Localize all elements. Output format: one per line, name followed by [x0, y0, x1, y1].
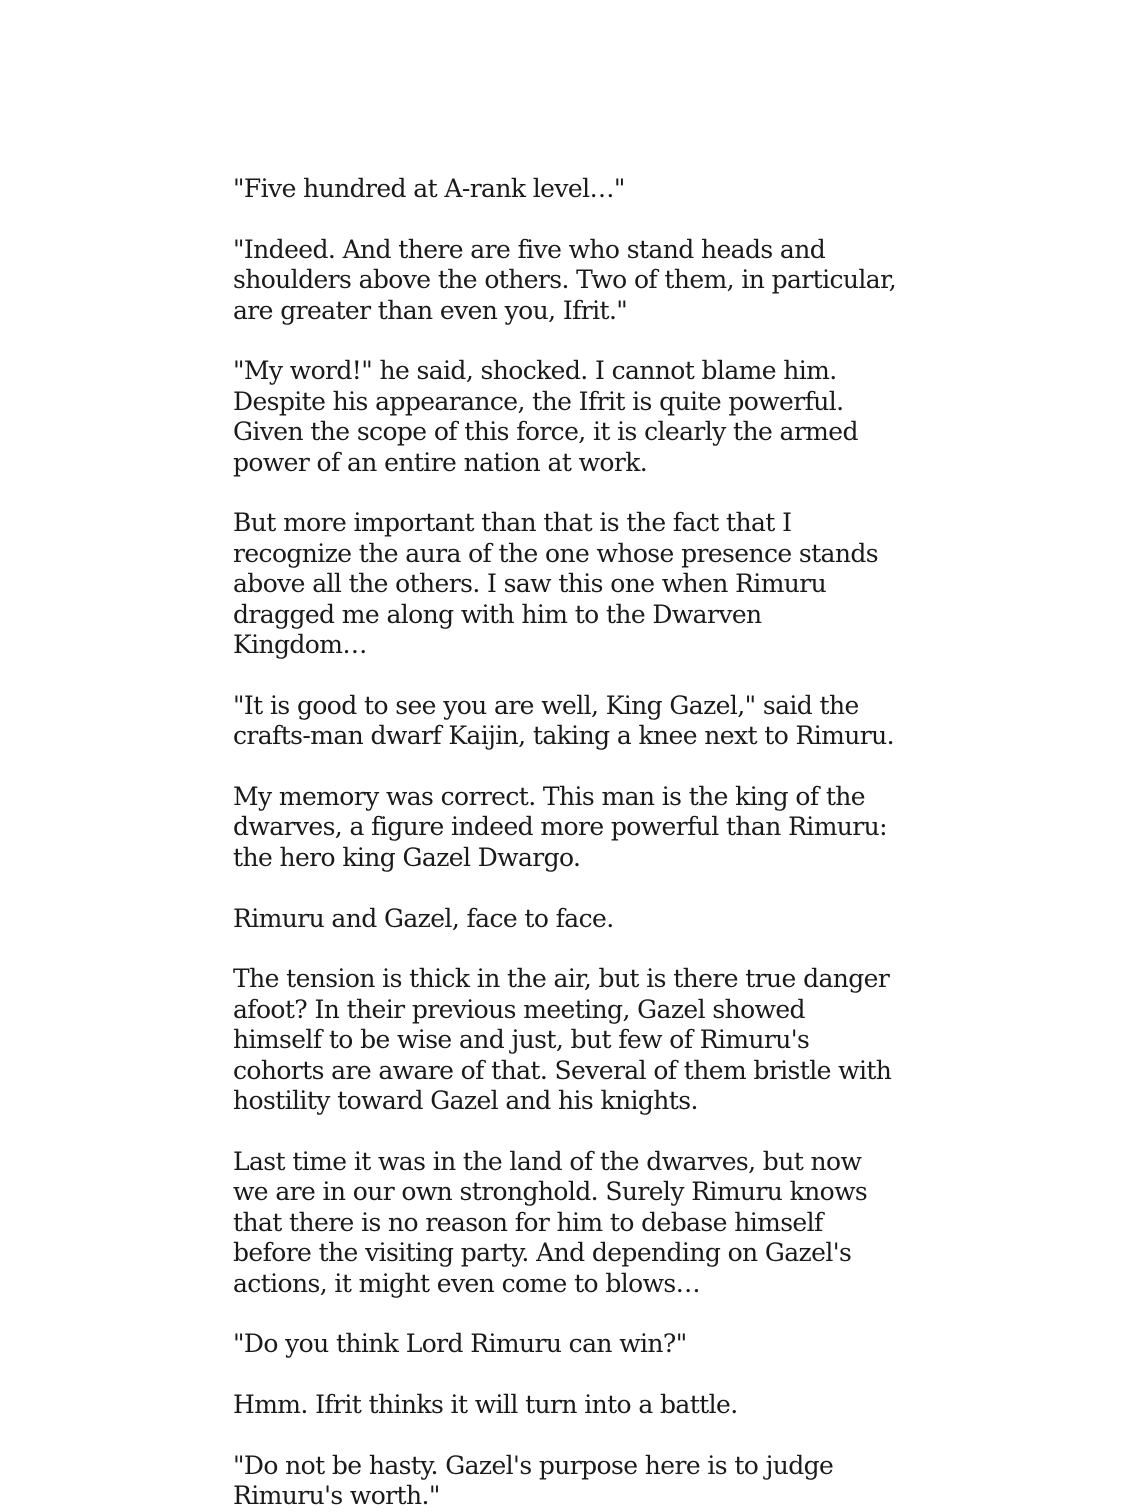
paragraph: "My word!" he said, shocked. I cannot blame him. Despite his appearance, the Ifrit is quite powerful. Given the scope of this force, it is clearly the armed power of an entire nation at work. [233, 356, 858, 477]
paragraph: "Indeed. And there are five who stand heads and shoulders above the others. Two of them, in particular, are greater than even you, Ifrit." [233, 234, 897, 325]
paragraph: Last time it was in the land of the dwarves, but now we are in our own stronghold. Surely Rimuru knows that there is no reason for him to debase himself before the visiting party. And depending on Gazel's actions, it might even come to blows… [233, 1146, 868, 1298]
paragraph: "Do you think Lord Rimuru can win?" [233, 1329, 687, 1359]
paragraph: "Five hundred at A-rank level…" [233, 174, 625, 203]
paragraph: My memory was correct. This man is the king of the dwarves, a figure indeed more powerful than Rimuru: the hero king Gazel Dwargo. [233, 782, 887, 872]
paragraph: The tension is thick in the air, but is there true danger afoot? In their previous meeting, Gazel showed himself to be wise and just, but few of Rimuru's cohorts are aware of that. Several of them bristle with hostility toward Gazel and his knights. [233, 964, 892, 1116]
paragraph: Rimuru and Gazel, face to face. [233, 903, 614, 933]
paragraph: Hmm. Ifrit thinks it will turn into a battle. [233, 1390, 738, 1420]
paragraph: "Do not be hasty. Gazel's purpose here is to judge Rimuru's worth." [233, 1450, 834, 1511]
page-text [233, 174, 898, 1512]
paragraph: "It is good to see you are well, King Gazel," said the crafts-man dwarf Kaijin, taking a knee next to Rimuru. [233, 690, 894, 751]
paragraph: But more important than that is the fact that I recognize the aura of the one whose presence stands above all the others. I saw this one when Rimuru dragged me along with him to the Dwarven Kingdom… [233, 508, 878, 660]
